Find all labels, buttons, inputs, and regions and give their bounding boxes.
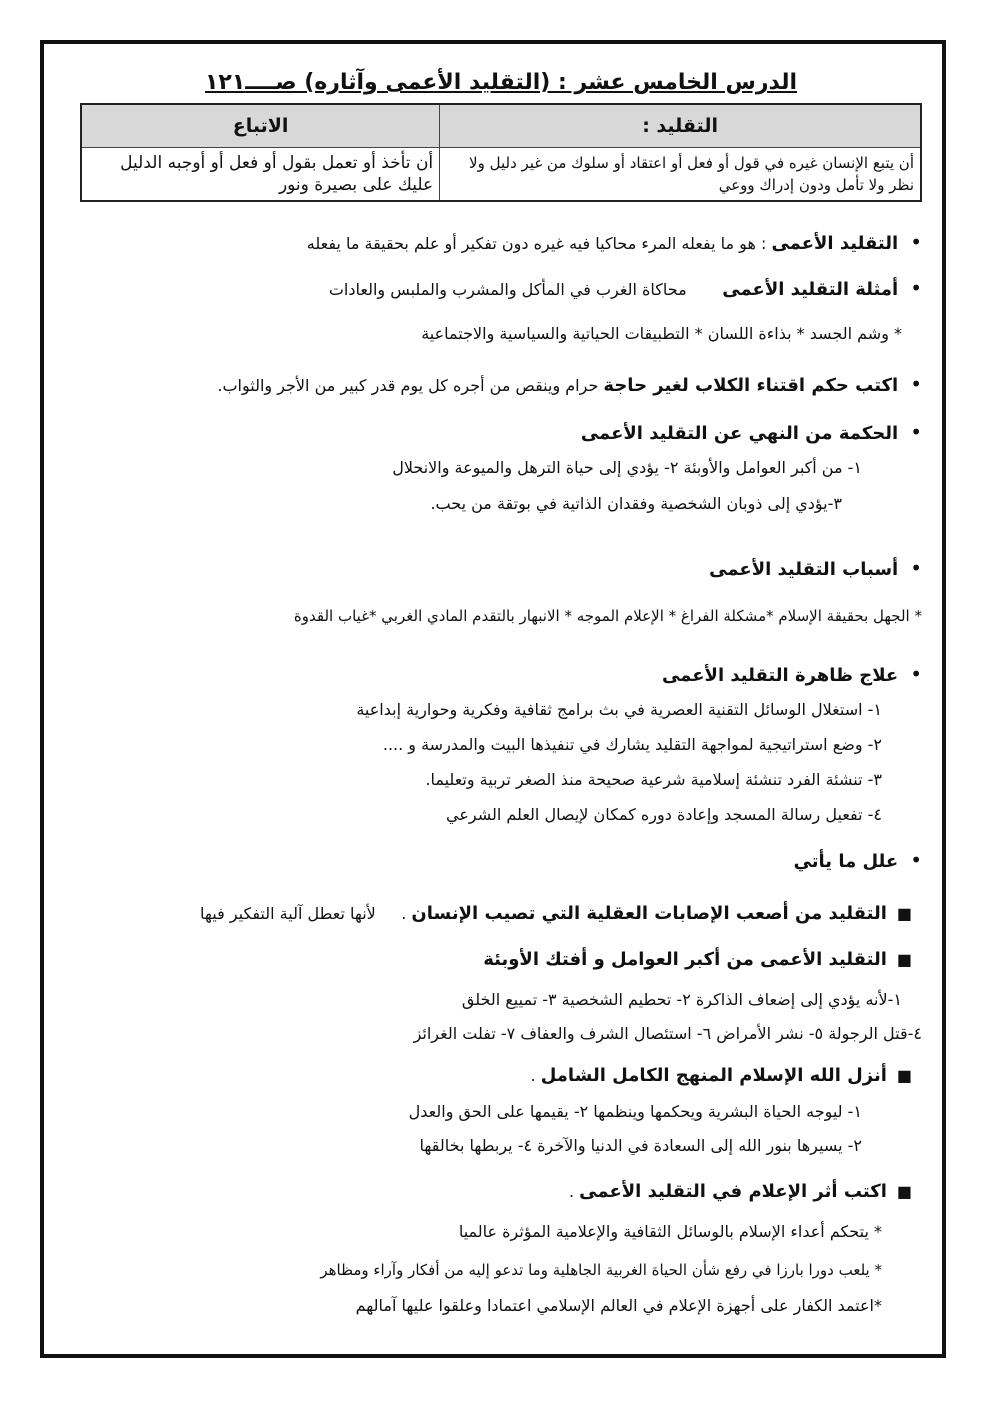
wisdom-line2: ٣-يؤدي إلى ذوبان الشخصية وفقدان الذاتية في بوتقة من يحب. (430, 494, 842, 513)
q1: ■ التقليد من أصعب الإصابات العقلية التي تصيب الإنسان . لأنها تعطل آلية التفكير فيها (80, 902, 922, 926)
cure-item-4: ٤- تفعيل رسالة المسجد وإعادة دوره كمكان لإيصال العلم الشرعي (445, 805, 882, 824)
page-title: الدرس الخامس عشر : (التقليد الأعمى وآثاره) صــــ١٢١ (204, 70, 798, 95)
q4-heading: ■ اكتب أثر الإعلام في التقليد الأعمى . (80, 1180, 922, 1204)
examples: • أمثلة التقليد الأعمى محاكاة الغرب في المأكل والمشرب والملبس والعادات (80, 276, 922, 302)
cell-ittiba: أن تأخذ أو تعمل بقول أو فعل أو أوجبه الدليل عليك على بصيرة ونور (81, 148, 440, 202)
wisdom-heading: • الحكمة من النهي عن التقليد الأعمى (80, 420, 922, 446)
q3-line1: ١- ليوجه الحياة البشرية ويحكمها وينظمها ٢- يقيمها على الحق والعدل (408, 1102, 862, 1121)
cure-item-3: ٣- تنشئة الفرد تنشئة إسلامية شرعية صحيحة منذ الصغر تربية وتعليما. (425, 770, 882, 789)
q3-heading: ■ أنزل الله الإسلام المنهج الكامل الشامل . (80, 1064, 922, 1088)
explain-heading: • علل ما يأتي (80, 848, 922, 874)
header-ittiba: الاتباع (81, 104, 440, 148)
examples-line2: * وشم الجسد * بذاءة اللسان * التطبيقات الحياتية والسياسية والاجتماعية (421, 324, 902, 343)
cure-item-2: ٢- وضع استراتيجية لمواجهة التقليد يشارك في تنفيذها البيت والمدرسة و .... (382, 735, 882, 754)
q4-item-3: *اعتمد الكفار على أجهزة الإعلام في العالم الإسلامي اعتمادا وعلقوا عليها آمالهم (355, 1296, 882, 1315)
causes-heading: • أسباب التقليد الأعمى (80, 556, 922, 582)
dogs-ruling: • اكتب حكم اقتناء الكلاب لغير حاجة حرام وينقص من أجره كل يوم قدر كبير من الأجر والثواب. (80, 372, 922, 398)
q2-line1: ١-لأنه يؤدي إلى إضعاف الذاكرة ٢- تحطيم الشخصية ٣- تمييع الخلق (461, 990, 902, 1009)
cure-heading: • علاج ظاهرة التقليد الأعمى (80, 662, 922, 688)
q4-item-2: * يلعب دورا بارزا في رفع شأن الحياة الغربية الجاهلية وما تدعو إليه من أفكار وآراء ومظاهر (320, 1261, 882, 1279)
q4-item-1: * يتحكم أعداء الإسلام بالوسائل الثقافية والإعلامية المؤثرة عالميا (458, 1222, 882, 1241)
blind-def: • التقليد الأعمى : هو ما يفعله المرء محاكيا فيه غيره دون تفكير أو علم بحقيقة ما يفعله (80, 230, 922, 256)
causes-text: * الجهل بحقيقة الإسلام *مشكلة الفراغ * الإعلام الموجه * الانبهار بالتقدم المادي الغربي *غياب القدوة (293, 607, 922, 625)
worksheet (80, 70, 922, 202)
q2-heading: ■ التقليد الأعمى من أكبر العوامل و أفتك الأوبئة (80, 948, 922, 972)
cell-taqleed: أن يتبع الإنسان غيره في قول أو فعل أو اعتقاد أو سلوك من غير دليل ولا نظر ولا تأمل ودون إدراك ووعي (440, 148, 921, 202)
q3-line2: ٢- يسيرها بنور الله إلى السعادة في الدنيا والآخرة ٤- يربطها بخالقها (419, 1136, 862, 1155)
wisdom-line1: ١- من أكبر العوامل والأوبئة ٢- يؤدي إلى حياة الترهل والميوعة والانحلال (392, 458, 862, 477)
header-taqleed: التقليد : (440, 104, 921, 148)
definition-table (80, 103, 922, 202)
cure-item-1: ١- استغلال الوسائل التقنية العصرية في بث برامج ثقافية وفكرية وحوارية إبداعية (356, 700, 882, 719)
q2-line2: ٤-قتل الرجولة ٥- نشر الأمراض ٦- استئصال الشرف والعفاف ٧- تفلت الغرائز (413, 1024, 922, 1043)
